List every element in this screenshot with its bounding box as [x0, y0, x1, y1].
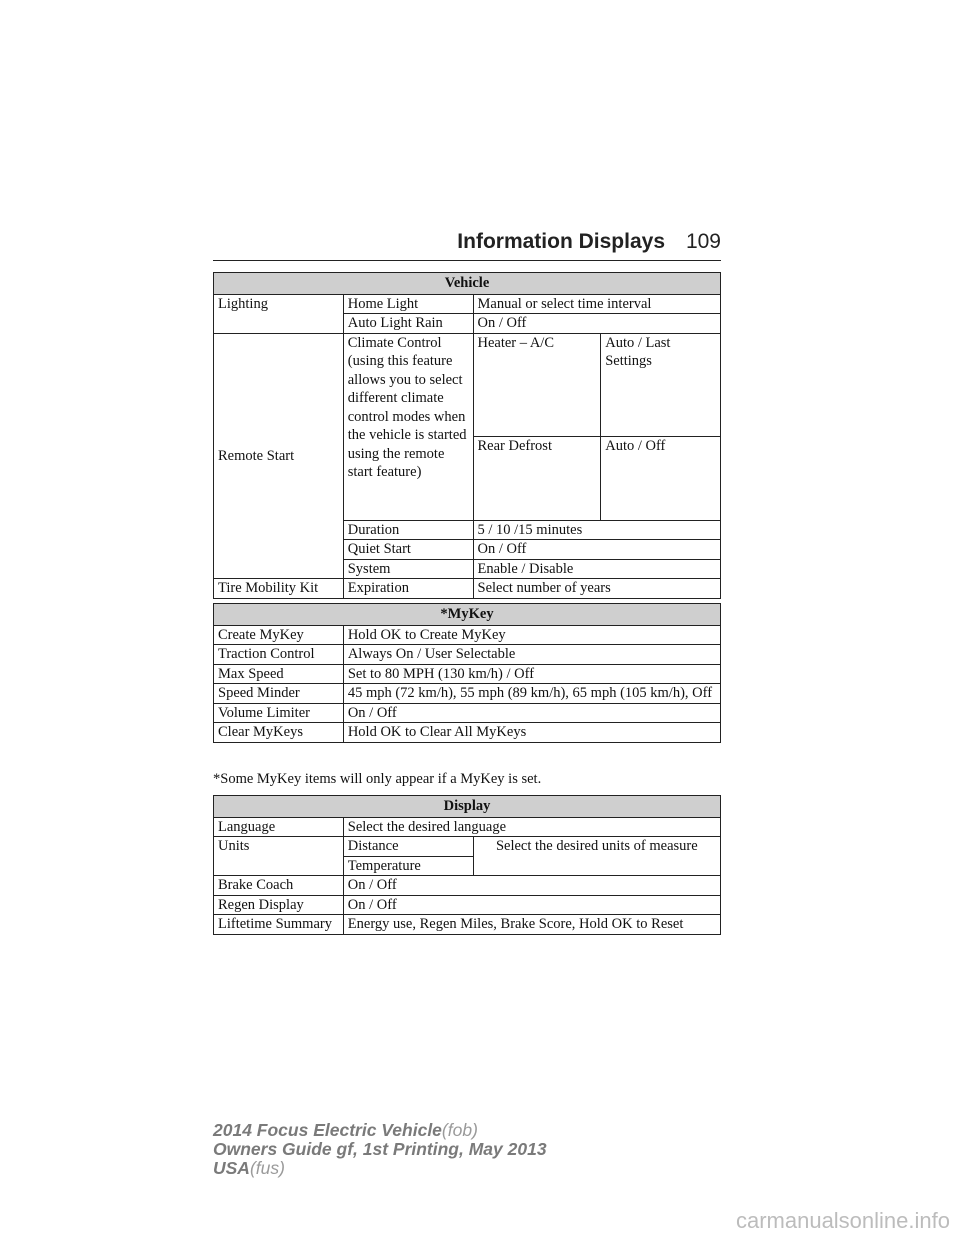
auto-light-rain-label: Auto Light Rain	[343, 314, 473, 334]
home-light-value: Manual or select time interval	[473, 294, 721, 314]
table-row	[214, 645, 721, 665]
watermark: carmanualsonline.info	[735, 1208, 950, 1233]
lighting-label: Lighting	[214, 294, 344, 333]
units-label: Units	[214, 837, 344, 876]
temperature-label: Temperature	[343, 856, 473, 876]
table-row	[214, 294, 721, 314]
mykey-row-label: Max Speed	[214, 664, 344, 684]
page-number: 109	[685, 230, 721, 253]
rear-defrost-label: Rear Defrost	[473, 436, 601, 520]
climate-control-label: Climate Control (using this feature allows you to select different climate control modes when the vehicle is started using the remote start feature)	[343, 333, 473, 520]
brake-coach-label: Brake Coach	[214, 876, 344, 896]
table-row	[214, 664, 721, 684]
duration-label: Duration	[343, 520, 473, 540]
expiration-label: Expiration	[343, 579, 473, 599]
quiet-start-label: Quiet Start	[343, 540, 473, 560]
mykey-table	[213, 603, 721, 743]
mykey-row-value: Hold OK to Clear All MyKeys	[343, 723, 720, 743]
distance-label: Distance	[343, 837, 473, 857]
system-label: System	[343, 559, 473, 579]
lifetime-summary-label: Liftetime Summary	[214, 915, 344, 935]
lifetime-summary-value: Energy use, Regen Miles, Brake Score, Hold OK to Reset	[343, 915, 720, 935]
mykey-note: *Some MyKey items will only appear if a MyKey is set.	[213, 771, 542, 787]
vehicle-table-title: Vehicle	[214, 273, 721, 295]
mykey-row-label: Speed Minder	[214, 684, 344, 704]
mykey-row-label: Create MyKey	[214, 625, 344, 645]
table-row	[214, 333, 721, 436]
mykey-row-label: Traction Control	[214, 645, 344, 665]
system-value: Enable / Disable	[473, 559, 721, 579]
footer-line-2	[213, 1140, 547, 1159]
table-row	[214, 703, 721, 723]
footer-code-fus: (fus)	[249, 1158, 285, 1178]
regen-display-value: On / Off	[343, 895, 720, 915]
remote-start-label: Remote Start	[214, 333, 344, 579]
mykey-row-label: Clear MyKeys	[214, 723, 344, 743]
mykey-row-value: Set to 80 MPH (130 km/h) / Off	[343, 664, 720, 684]
rear-defrost-value: Auto / Off	[601, 436, 721, 520]
mykey-row-value: Hold OK to Create MyKey	[343, 625, 720, 645]
display-table	[213, 795, 721, 935]
table-row	[214, 723, 721, 743]
table-row	[214, 837, 721, 857]
footer-code-fob: (fob)	[441, 1120, 478, 1140]
language-value: Select the desired language	[343, 817, 720, 837]
table-row	[214, 625, 721, 645]
page-title: Information Displays	[457, 230, 665, 253]
table-row	[214, 876, 721, 896]
table-row	[214, 895, 721, 915]
page-footer	[213, 1121, 547, 1178]
footer-vehicle: 2014 Focus Electric Vehicle	[213, 1120, 442, 1140]
duration-value: 5 / 10 /15 minutes	[473, 520, 721, 540]
auto-light-rain-value: On / Off	[473, 314, 721, 334]
table-row	[214, 915, 721, 935]
mykey-row-value: 45 mph (72 km/h), 55 mph (89 km/h), 65 mph (105 km/h), Off	[343, 684, 720, 704]
heater-ac-label: Heater – A/C	[473, 333, 601, 436]
expiration-value: Select number of years	[473, 579, 721, 599]
quiet-start-value: On / Off	[473, 540, 721, 560]
mykey-table-title: *MyKey	[214, 604, 721, 626]
mykey-row-value: On / Off	[343, 703, 720, 723]
home-light-label: Home Light	[343, 294, 473, 314]
page-header	[213, 228, 721, 261]
table-row	[214, 817, 721, 837]
regen-display-label: Regen Display	[214, 895, 344, 915]
language-label: Language	[214, 817, 344, 837]
mykey-row-label: Volume Limiter	[214, 703, 344, 723]
table-row	[214, 684, 721, 704]
footer-region: USA	[213, 1158, 250, 1178]
footer-printing: Owners Guide gf, 1st Printing, May 2013	[213, 1139, 547, 1159]
units-value: Select the desired units of measure	[473, 837, 720, 876]
footer-line-3	[213, 1159, 547, 1178]
mykey-row-value: Always On / User Selectable	[343, 645, 720, 665]
vehicle-table	[213, 272, 721, 599]
display-table-title: Display	[214, 796, 721, 818]
heater-ac-value: Auto / Last Settings	[601, 333, 721, 436]
table-row	[214, 579, 721, 599]
footer-line-1	[213, 1121, 547, 1140]
tire-mobility-kit-label: Tire Mobility Kit	[214, 579, 344, 599]
brake-coach-value: On / Off	[343, 876, 720, 896]
